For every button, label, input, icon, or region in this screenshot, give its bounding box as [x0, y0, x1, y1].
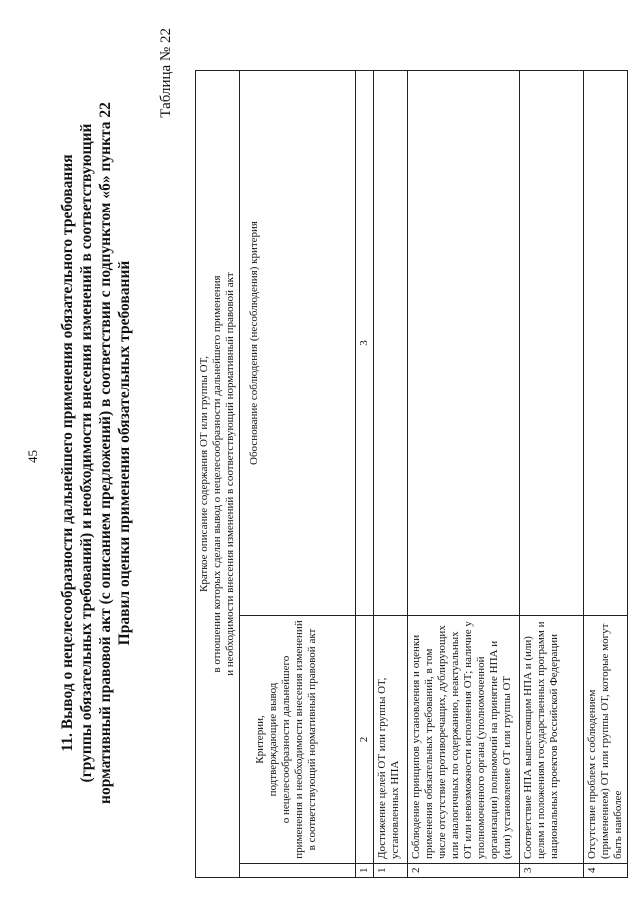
section-heading	[58, 28, 134, 878]
criteria-header-line: применения и необходимости внесения изменений	[293, 620, 305, 859]
heading-line: 11. Вывод о нецелесообразности дальнейшего применения обязательного требования	[59, 154, 76, 752]
criteria-header-line: Критерии,	[254, 715, 266, 764]
table-row	[584, 71, 628, 878]
criteria-table	[195, 70, 628, 878]
row-number: 2	[408, 864, 520, 878]
column-number: 3	[356, 71, 374, 616]
table-header-row	[196, 71, 240, 878]
justification-text	[374, 71, 408, 616]
criteria-header-line: подтверждающие вывод	[267, 682, 279, 797]
row-number: 3	[520, 864, 584, 878]
heading-line: Правил оценки применения обязательных требований	[116, 260, 133, 646]
row-number: 1	[374, 864, 408, 878]
criterion-text: Достижение целей ОТ или группы ОТ, установленных НПА	[374, 616, 408, 864]
justification-text	[584, 71, 628, 616]
criterion-text: Соблюдение принципов установления и оценки применения обязательных требований, в том числе отсутствие противоречащих, дублирующих или аналогичных по содержанию, неактуальных ОТ или невозможности исполнения ОТ; наличие у уполномоченного органа (уполномоченной организации) полномочий на принятие НПА и (или) установление ОТ или группы ОТ	[408, 616, 520, 864]
table-row	[408, 71, 520, 878]
justification-text	[520, 71, 584, 616]
criteria-header-cell	[240, 616, 356, 864]
table-row	[520, 71, 584, 878]
column-header-row	[240, 71, 356, 878]
column-number-row	[356, 71, 374, 878]
table-header-span	[196, 71, 240, 878]
criterion-text: Отсутствие проблем с соблюдением (применением) ОТ или группы ОТ, которые могут быть наиболее	[584, 616, 628, 864]
column-number: 2	[356, 616, 374, 864]
criterion-text: Соответствие НПА вышестоящим НПА и (или) целям и положениям государственных программ и национальных проектов Российской Федерации	[520, 616, 584, 864]
table-label: Таблица № 22	[158, 28, 174, 118]
page-number: 45	[25, 450, 40, 463]
row-number: 4	[584, 864, 628, 878]
table-row	[374, 71, 408, 878]
heading-line: (группы обязательных требований) и необходимости внесения изменений в соответствующий	[78, 123, 95, 783]
criteria-header-line: в соответствующий нормативный правовой акт	[306, 628, 318, 851]
criteria-header-line: о нецелесообразности дальнейшего	[280, 655, 292, 824]
header-span-line: Краткое описание содержания ОТ или группы ОТ,	[198, 356, 210, 593]
num-header-cell	[240, 864, 356, 878]
heading-line: нормативный правовой акт (с описанием предложений) в соответствии с подпунктом «б» пункта 22	[97, 102, 114, 804]
rotated-page	[20, 28, 624, 878]
justification-header-cell: Обоснование соблюдения (несоблюдения) критерия	[240, 71, 356, 616]
justification-text	[408, 71, 520, 616]
header-span-line: и необходимости внесения изменений в соответствующий нормативный правовой акт	[224, 272, 236, 676]
column-number: 1	[356, 864, 374, 878]
header-span-line: в отношении которых сделан вывод о нецелесообразности дальнейшего применения	[211, 275, 223, 673]
